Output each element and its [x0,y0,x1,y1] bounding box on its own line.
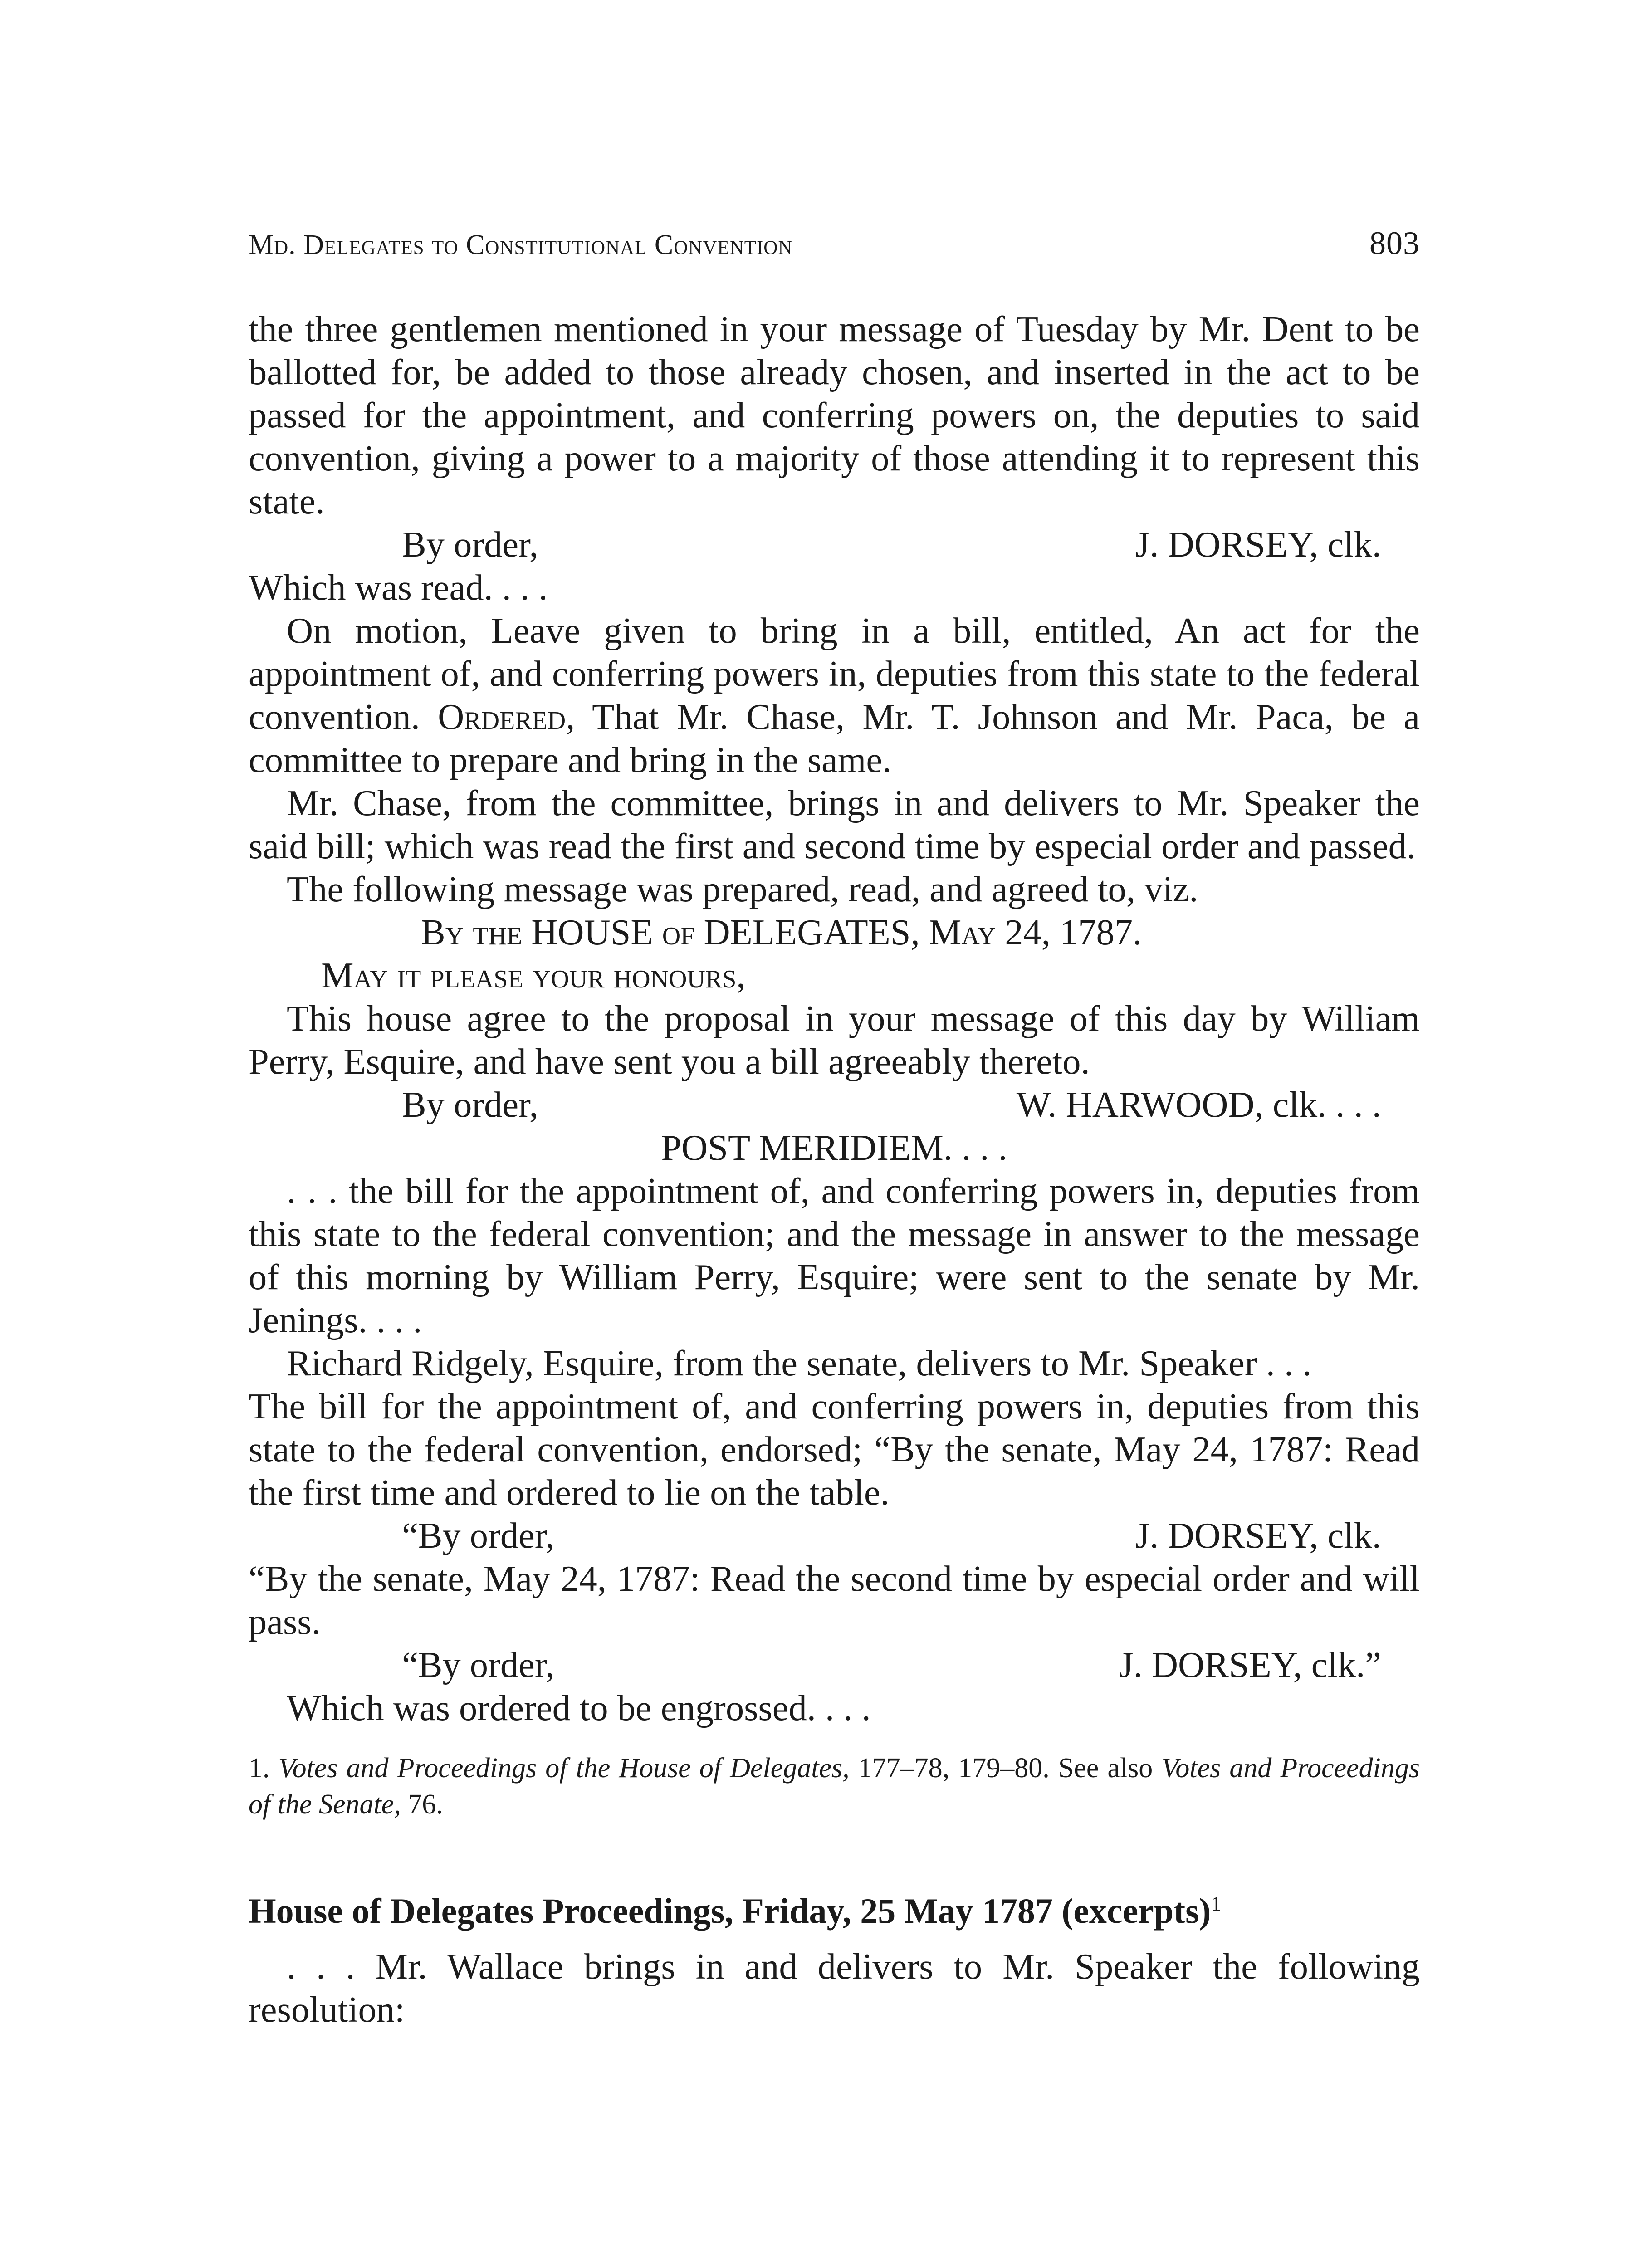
footnote-title: Votes and Proceedings of the Senate, [249,1753,1420,1820]
text-span: DELEGATES, [704,912,920,953]
paragraph: The following message was prepared, read, and agreed to, viz. [287,869,1198,909]
signature-right: J. DORSEY, clk.” [1119,1645,1381,1685]
paragraph: . . . Mr. Wallace brings in and delivers to Mr. Speaker the following resolution: [249,1946,1420,2030]
document-body-2 [249,1945,1420,2031]
signature-left: By order, [402,524,538,565]
footnote-title: Votes and Proceedings of the House of Delegates, [278,1753,850,1784]
signature-left: “By order, [402,1515,555,1556]
signature-left: By order, [402,1085,538,1125]
text-span: On motion, Leave given to bring in a bill, entitled, An act for the appointment of, and conferring powers in, deputies from this state to the federal convention. [249,611,1420,737]
signature-right: J. DORSEY, clk. [1135,1515,1381,1556]
page-number: 803 [1369,225,1420,261]
paragraph [249,609,1420,782]
paragraph: Which was read. . . . [249,567,548,608]
footnote-ref: 1 [1211,1892,1222,1915]
signature-left: “By order, [402,1645,555,1685]
section-heading [249,1891,1420,1931]
message-header [249,911,1420,954]
post-meridiem-heading: POST MERIDIEM. . . . [661,1128,1007,1168]
footnote-number: 1. [249,1753,279,1784]
paragraph: This house agree to the proposal in your message of this day by William Perry, Esquire, and have sent you a bill agreeably thereto. [249,998,1420,1082]
document-body [249,308,1420,1730]
running-head-title: Md. Delegates to Constitutional Convention [249,230,793,260]
text-span: of [662,912,695,953]
signature-right: J. DORSEY, clk. [1135,524,1381,565]
text-span: , That Mr. Chase, Mr. T. Johnson and Mr. Paca, be a committee to prepare and bring in the same. [249,697,1420,780]
document-page [249,225,1420,2031]
signature-right: W. HARWOOD, clk. . . . [1016,1085,1381,1125]
running-head [249,225,1420,262]
paragraph: “By the senate, May 24, 1787: Read the second time by especial order and will pass. [249,1559,1420,1642]
paragraph: The bill for the appointment of, and conferring powers in, deputies from this state to the federal convention, endorsed; “By the senate, May 24, 1787: Read the first time and ordered to lie on the table. [249,1386,1420,1513]
signature-line [249,523,1420,566]
signature-line [249,1514,1420,1557]
paragraph: Mr. Chase, from the committee, brings in and delivers to Mr. Speaker the said bill; which was read the first and second time by especial order and passed. [249,783,1420,866]
paragraph: Richard Ridgely, Esquire, from the senate, delivers to Mr. Speaker . . . [287,1343,1312,1383]
paragraph: the three gentlemen mentioned in your message of Tuesday by Mr. Dent to be ballotted for, be added to those already chosen, and inserted in the act to be passed for the appointment, and conferring powers on, the deputies to said convention, giving a power to a majority of those attending it to represent this state. [249,309,1420,522]
text-span: May [929,912,996,953]
signature-line [249,1643,1420,1686]
text-span: By the [421,912,523,953]
footnote [249,1750,1420,1823]
paragraph: Which was ordered to be engrossed. . . . [287,1688,871,1728]
text-span: 76. [401,1789,443,1820]
salutation: May it please your honours, [321,955,746,996]
ordered-word: Ordered [438,697,566,737]
text-span: HOUSE [531,912,653,953]
paragraph: . . . the bill for the appointment of, and conferring powers in, deputies from this state to the federal convention; and the message in answer to the message of this morning by William Perry, Esquire; were sent to the senate by Mr. Jenings. . . . [249,1171,1420,1340]
signature-line [249,1083,1420,1126]
section-heading-text: House of Delegates Proceedings, Friday, 25 May 1787 (excerpts) [249,1891,1211,1931]
text-span: 24, 1787. [1005,912,1142,953]
text-span: 177–78, 179–80. See also [849,1753,1162,1784]
